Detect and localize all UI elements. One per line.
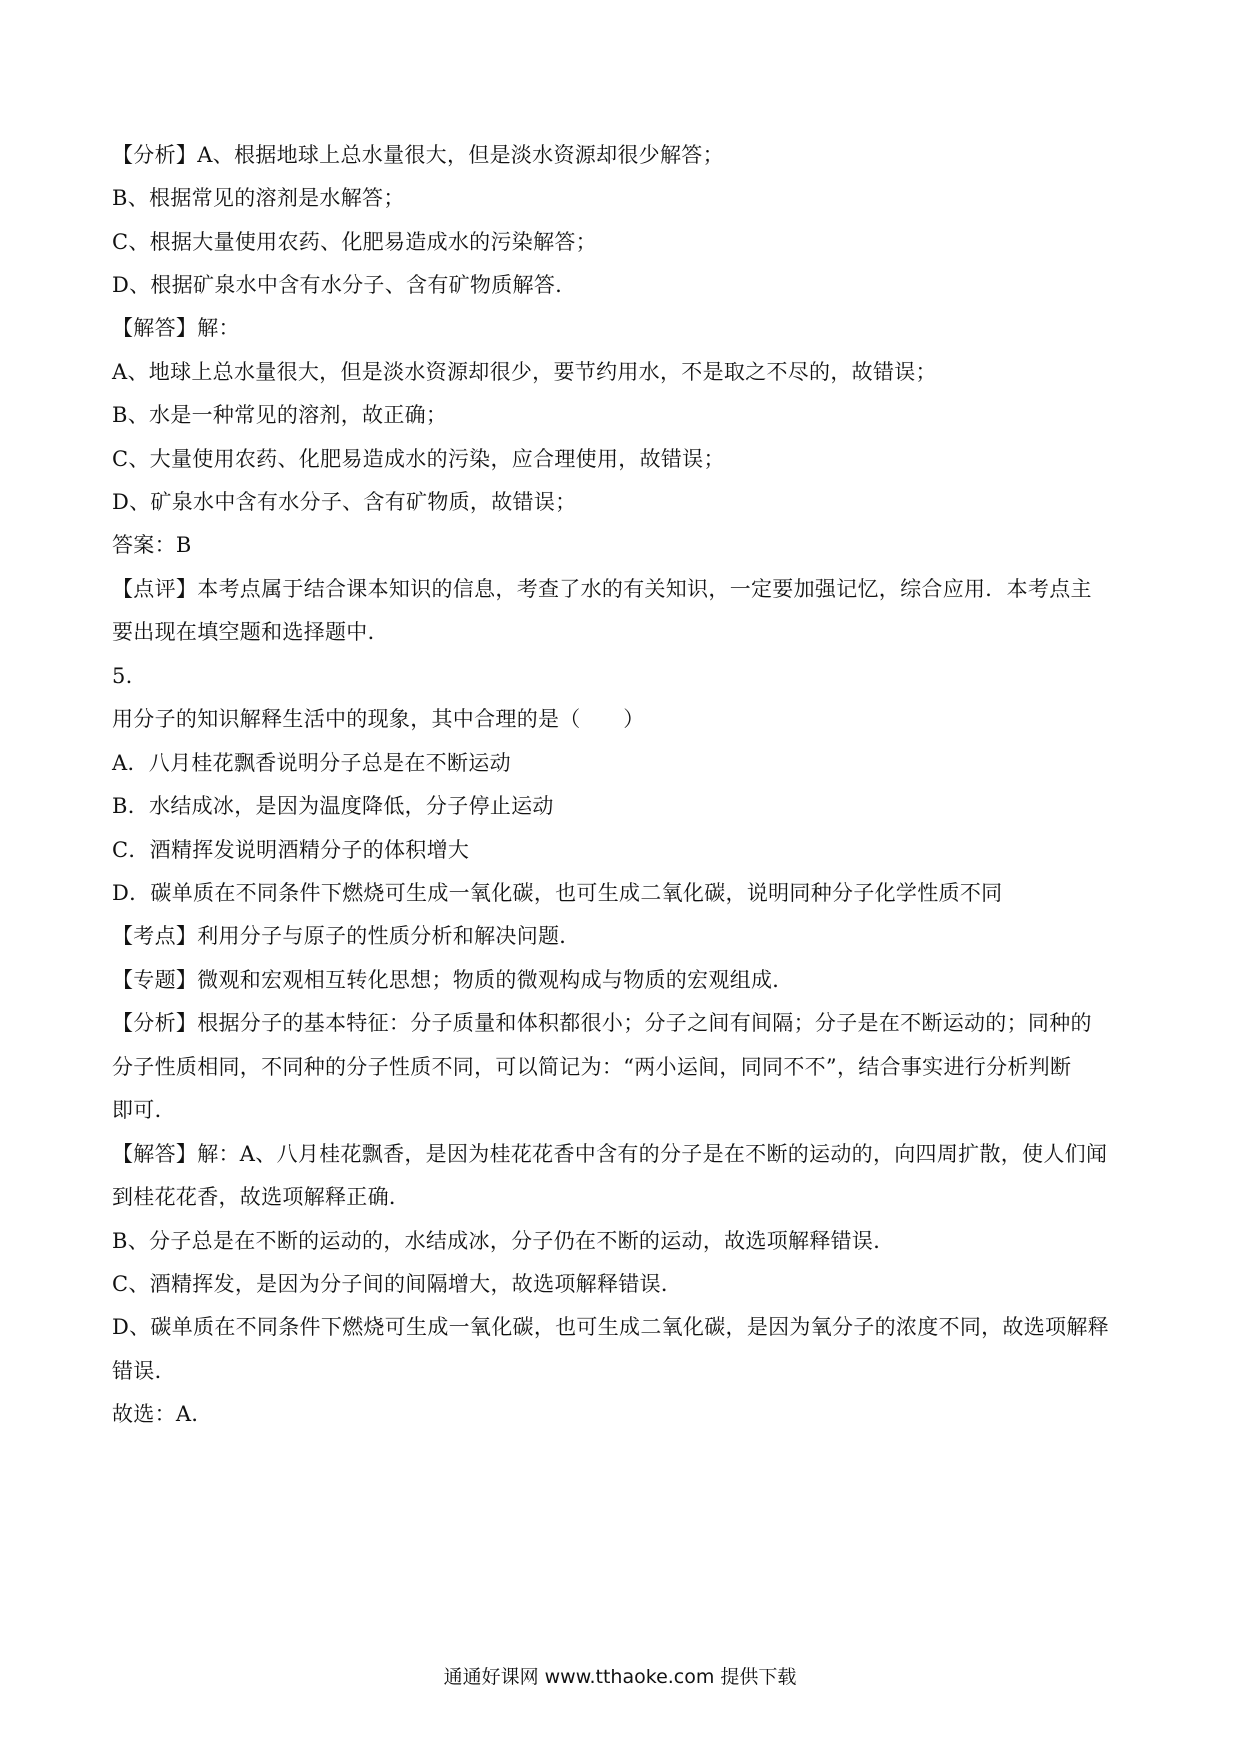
answer-d-line: D、矿泉水中含有水分子、含有矿物质，故错误； bbox=[112, 490, 577, 514]
q5-answer-b-line: B、分子总是在不断的运动的，水结成冰，分子仍在不断的运动，故选项解释错误． bbox=[112, 1229, 895, 1253]
option-a: A．八月桂花飘香说明分子总是在不断运动 bbox=[112, 751, 511, 775]
q5-answer-d-line-1: D、碳单质在不同条件下燃烧可生成一氧化碳，也可生成二氧化碳，是因为氧分子的浓度不同，故选项解释 bbox=[112, 1315, 1109, 1339]
key-point-line: 【考点】利用分子与原子的性质分析和解决问题． bbox=[112, 924, 581, 948]
q5-analysis-line-1: 【分析】根据分子的基本特征：分子质量和体积都很小；分子之间有间隔；分子是在不断运动的；同种的 bbox=[112, 1011, 1092, 1035]
comment-line-2: 要出现在填空题和选择题中． bbox=[112, 620, 389, 644]
answer-a-line: A、地球上总水量很大，但是淡水资源却很少，要节约用水，不是取之不尽的，故错误； bbox=[112, 360, 937, 384]
q5-answer-c-line: C、酒精挥发，是因为分子间的间隔增大，故选项解释错误． bbox=[112, 1272, 683, 1296]
q5-answer-line-2: 到桂花花香，故选项解释正确． bbox=[112, 1185, 411, 1209]
analysis-heading-line: 【分析】A、根据地球上总水量很大，但是淡水资源却很少解答； bbox=[112, 143, 724, 167]
q5-analysis-line-3: 即可． bbox=[112, 1098, 176, 1122]
option-d: D．碳单质在不同条件下燃烧可生成一氧化碳，也可生成二氧化碳，说明同种分子化学性质不同 bbox=[112, 881, 1003, 905]
topic-line: 【专题】微观和宏观相互转化思想；物质的微观构成与物质的宏观组成． bbox=[112, 968, 794, 992]
option-b: B．水结成冰，是因为温度降低，分子停止运动 bbox=[112, 794, 554, 818]
q5-answer-line-1: 【解答】解：A、八月桂花飘香，是因为桂花花香中含有的分子是在不断的运动的，向四周扩散，使人们闻 bbox=[112, 1142, 1108, 1166]
question-stem: 用分子的知识解释生活中的现象，其中合理的是（ ） bbox=[112, 707, 645, 731]
analysis-c-line: C、根据大量使用农药、化肥易造成水的污染解答； bbox=[112, 230, 597, 254]
analysis-b-line: B、根据常见的溶剂是水解答； bbox=[112, 186, 405, 210]
comment-line-1: 【点评】本考点属于结合课本知识的信息，考查了水的有关知识，一定要加强记忆，综合应用．本考点主 bbox=[112, 577, 1092, 601]
q5-final-choice: 故选：A． bbox=[112, 1402, 213, 1426]
q5-analysis-line-2: 分子性质相同，不同种的分子性质不同，可以简记为：“两小运间，同同不不”，结合事实进行分析判断 bbox=[112, 1055, 1072, 1079]
q5-answer-d-line-2: 错误． bbox=[112, 1359, 176, 1383]
answer-c-line: C、大量使用农药、化肥易造成水的污染，应合理使用，故错误； bbox=[112, 447, 725, 471]
answer-heading-line: 【解答】解： bbox=[112, 316, 240, 340]
option-c: C．酒精挥发说明酒精分子的体积增大 bbox=[112, 838, 470, 862]
question-number: 5. bbox=[112, 664, 133, 688]
answer-result-line: 答案：B bbox=[112, 533, 192, 557]
page-footer: 通通好课网 www.tthaoke.com 提供下载 bbox=[443, 1666, 797, 1688]
answer-b-line: B、水是一种常见的溶剂，故正确； bbox=[112, 403, 448, 427]
analysis-d-line: D、根据矿泉水中含有水分子、含有矿物质解答. bbox=[112, 273, 563, 297]
